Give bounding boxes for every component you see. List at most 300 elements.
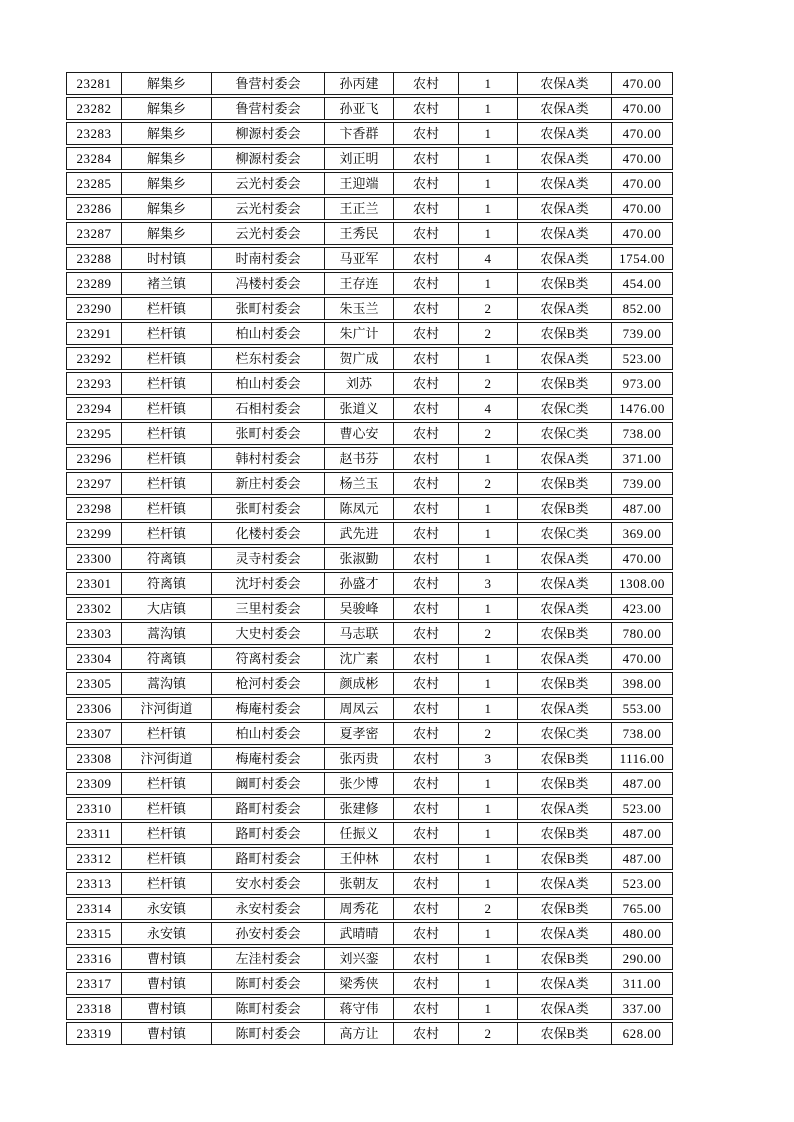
township-cell: 大店镇: [122, 597, 212, 620]
record-id-cell: 23290: [66, 297, 122, 320]
township-cell: 栏杆镇: [122, 872, 212, 895]
person-name-cell: 王秀民: [325, 222, 394, 245]
amount-cell: 1116.00: [612, 747, 673, 770]
amount-cell: 470.00: [612, 122, 673, 145]
residence-type-cell: 农村: [394, 497, 459, 520]
person-count-cell: 1: [459, 172, 518, 195]
residence-type-cell: 农村: [394, 822, 459, 845]
township-cell: 蒿沟镇: [122, 622, 212, 645]
village-committee-cell: 大史村委会: [212, 622, 325, 645]
insurance-category-cell: 农保A类: [518, 122, 612, 145]
village-committee-cell: 符离村委会: [212, 647, 325, 670]
residence-type-cell: 农村: [394, 647, 459, 670]
village-committee-cell: 沈圩村委会: [212, 572, 325, 595]
amount-cell: 470.00: [612, 222, 673, 245]
person-name-cell: 孙亚飞: [325, 97, 394, 120]
person-name-cell: 武晴晴: [325, 922, 394, 945]
record-id-cell: 23285: [66, 172, 122, 195]
village-committee-cell: 路町村委会: [212, 797, 325, 820]
record-id-cell: 23289: [66, 272, 122, 295]
record-id-cell: 23307: [66, 722, 122, 745]
record-id-cell: 23294: [66, 397, 122, 420]
insurance-category-cell: 农保C类: [518, 722, 612, 745]
insurance-category-cell: 农保B类: [518, 372, 612, 395]
amount-cell: 423.00: [612, 597, 673, 620]
table-row: [66, 422, 673, 445]
village-committee-cell: 冯楼村委会: [212, 272, 325, 295]
person-count-cell: 1: [459, 72, 518, 95]
township-cell: 解集乡: [122, 147, 212, 170]
person-count-cell: 3: [459, 572, 518, 595]
person-name-cell: 杨兰玉: [325, 472, 394, 495]
insurance-category-cell: 农保B类: [518, 1022, 612, 1045]
person-name-cell: 王正兰: [325, 197, 394, 220]
person-name-cell: 刘正明: [325, 147, 394, 170]
village-committee-cell: 陈町村委会: [212, 997, 325, 1020]
village-committee-cell: 张町村委会: [212, 422, 325, 445]
table-row: [66, 622, 673, 645]
record-id-cell: 23298: [66, 497, 122, 520]
person-count-cell: 1: [459, 597, 518, 620]
table-row: [66, 797, 673, 820]
amount-cell: 1754.00: [612, 247, 673, 270]
table-row: [66, 472, 673, 495]
person-name-cell: 马亚军: [325, 247, 394, 270]
table-row: [66, 447, 673, 470]
person-count-cell: 1: [459, 147, 518, 170]
township-cell: 解集乡: [122, 197, 212, 220]
residence-type-cell: 农村: [394, 272, 459, 295]
amount-cell: 852.00: [612, 297, 673, 320]
village-committee-cell: 柳源村委会: [212, 122, 325, 145]
table-row: [66, 397, 673, 420]
table-row: [66, 372, 673, 395]
insurance-category-cell: 农保A类: [518, 172, 612, 195]
person-count-cell: 1: [459, 447, 518, 470]
table-row: [66, 247, 673, 270]
township-cell: 符离镇: [122, 647, 212, 670]
insurance-category-cell: 农保B类: [518, 897, 612, 920]
person-count-cell: 1: [459, 772, 518, 795]
village-committee-cell: 云光村委会: [212, 222, 325, 245]
table-row: [66, 822, 673, 845]
table-row: [66, 72, 673, 95]
village-committee-cell: 梅庵村委会: [212, 747, 325, 770]
insurance-category-cell: 农保B类: [518, 947, 612, 970]
record-id-cell: 23286: [66, 197, 122, 220]
person-name-cell: 孙盛才: [325, 572, 394, 595]
record-id-cell: 23299: [66, 522, 122, 545]
village-committee-cell: 云光村委会: [212, 172, 325, 195]
residence-type-cell: 农村: [394, 222, 459, 245]
residence-type-cell: 农村: [394, 322, 459, 345]
person-name-cell: 王存连: [325, 272, 394, 295]
person-count-cell: 1: [459, 197, 518, 220]
amount-cell: 487.00: [612, 497, 673, 520]
residence-type-cell: 农村: [394, 422, 459, 445]
person-name-cell: 高方让: [325, 1022, 394, 1045]
village-committee-cell: 陈町村委会: [212, 1022, 325, 1045]
insurance-category-cell: 农保A类: [518, 97, 612, 120]
township-cell: 永安镇: [122, 922, 212, 945]
township-cell: 解集乡: [122, 122, 212, 145]
residence-type-cell: 农村: [394, 297, 459, 320]
township-cell: 褚兰镇: [122, 272, 212, 295]
residence-type-cell: 农村: [394, 1022, 459, 1045]
insurance-category-cell: 农保B类: [518, 672, 612, 695]
amount-cell: 487.00: [612, 772, 673, 795]
person-name-cell: 王仲林: [325, 847, 394, 870]
person-count-cell: 1: [459, 697, 518, 720]
village-committee-cell: 陈町村委会: [212, 972, 325, 995]
table-row: [66, 872, 673, 895]
township-cell: 栏杆镇: [122, 447, 212, 470]
person-name-cell: 卞香群: [325, 122, 394, 145]
residence-type-cell: 农村: [394, 447, 459, 470]
insurance-category-cell: 农保A类: [518, 147, 612, 170]
record-id-cell: 23316: [66, 947, 122, 970]
insurance-category-cell: 农保A类: [518, 347, 612, 370]
village-committee-cell: 鲁营村委会: [212, 97, 325, 120]
table-row: [66, 122, 673, 145]
township-cell: 解集乡: [122, 222, 212, 245]
amount-cell: 765.00: [612, 897, 673, 920]
village-committee-cell: 孙安村委会: [212, 922, 325, 945]
person-name-cell: 马志联: [325, 622, 394, 645]
person-name-cell: 陈凤元: [325, 497, 394, 520]
person-count-cell: 2: [459, 372, 518, 395]
record-id-cell: 23297: [66, 472, 122, 495]
table-row: [66, 172, 673, 195]
table-body: [66, 72, 673, 1045]
village-committee-cell: 阚町村委会: [212, 772, 325, 795]
amount-cell: 1476.00: [612, 397, 673, 420]
person-name-cell: 张丙贵: [325, 747, 394, 770]
residence-type-cell: 农村: [394, 597, 459, 620]
person-count-cell: 4: [459, 247, 518, 270]
person-count-cell: 1: [459, 272, 518, 295]
township-cell: 栏杆镇: [122, 522, 212, 545]
village-committee-cell: 路町村委会: [212, 847, 325, 870]
residence-type-cell: 农村: [394, 372, 459, 395]
person-name-cell: 吴骏峰: [325, 597, 394, 620]
record-id-cell: 23300: [66, 547, 122, 570]
insurance-category-cell: 农保B类: [518, 747, 612, 770]
village-committee-cell: 左洼村委会: [212, 947, 325, 970]
village-committee-cell: 鲁营村委会: [212, 72, 325, 95]
residence-type-cell: 农村: [394, 347, 459, 370]
insurance-category-cell: 农保B类: [518, 272, 612, 295]
table-row: [66, 497, 673, 520]
table-row: [66, 947, 673, 970]
amount-cell: 780.00: [612, 622, 673, 645]
amount-cell: 470.00: [612, 172, 673, 195]
record-id-cell: 23284: [66, 147, 122, 170]
village-committee-cell: 石相村委会: [212, 397, 325, 420]
record-id-cell: 23296: [66, 447, 122, 470]
table-row: [66, 772, 673, 795]
table-row: [66, 547, 673, 570]
person-count-cell: 1: [459, 122, 518, 145]
person-name-cell: 赵书芬: [325, 447, 394, 470]
village-committee-cell: 三里村委会: [212, 597, 325, 620]
table-row: [66, 672, 673, 695]
township-cell: 栏杆镇: [122, 797, 212, 820]
township-cell: 曹村镇: [122, 972, 212, 995]
insurance-category-cell: 农保A类: [518, 547, 612, 570]
township-cell: 符离镇: [122, 547, 212, 570]
insurance-category-cell: 农保B类: [518, 497, 612, 520]
village-committee-cell: 柳源村委会: [212, 147, 325, 170]
record-id-cell: 23309: [66, 772, 122, 795]
table-row: [66, 222, 673, 245]
insurance-category-cell: 农保C类: [518, 422, 612, 445]
residence-type-cell: 农村: [394, 947, 459, 970]
village-committee-cell: 张町村委会: [212, 297, 325, 320]
insurance-category-cell: 农保A类: [518, 222, 612, 245]
record-id-cell: 23281: [66, 72, 122, 95]
amount-cell: 371.00: [612, 447, 673, 470]
township-cell: 栏杆镇: [122, 822, 212, 845]
amount-cell: 290.00: [612, 947, 673, 970]
record-id-cell: 23291: [66, 322, 122, 345]
township-cell: 汴河街道: [122, 747, 212, 770]
person-count-cell: 1: [459, 672, 518, 695]
person-name-cell: 张少博: [325, 772, 394, 795]
residence-type-cell: 农村: [394, 172, 459, 195]
person-name-cell: 张道义: [325, 397, 394, 420]
insurance-category-cell: 农保B类: [518, 772, 612, 795]
residence-type-cell: 农村: [394, 197, 459, 220]
record-id-cell: 23282: [66, 97, 122, 120]
insurance-category-cell: 农保A类: [518, 572, 612, 595]
amount-cell: 454.00: [612, 272, 673, 295]
person-name-cell: 孙丙建: [325, 72, 394, 95]
residence-type-cell: 农村: [394, 622, 459, 645]
record-id-cell: 23319: [66, 1022, 122, 1045]
table-row: [66, 297, 673, 320]
amount-cell: 973.00: [612, 372, 673, 395]
record-id-cell: 23315: [66, 922, 122, 945]
amount-cell: 480.00: [612, 922, 673, 945]
table-row: [66, 272, 673, 295]
residence-type-cell: 农村: [394, 972, 459, 995]
person-count-cell: 2: [459, 322, 518, 345]
amount-cell: 739.00: [612, 472, 673, 495]
amount-cell: 1308.00: [612, 572, 673, 595]
residence-type-cell: 农村: [394, 97, 459, 120]
residence-type-cell: 农村: [394, 72, 459, 95]
person-count-cell: 1: [459, 647, 518, 670]
person-count-cell: 1: [459, 822, 518, 845]
village-committee-cell: 韩村村委会: [212, 447, 325, 470]
insurance-category-cell: 农保A类: [518, 597, 612, 620]
table-row: [66, 897, 673, 920]
record-id-cell: 23308: [66, 747, 122, 770]
person-count-cell: 1: [459, 872, 518, 895]
insurance-category-cell: 农保C类: [518, 522, 612, 545]
township-cell: 永安镇: [122, 897, 212, 920]
record-id-cell: 23311: [66, 822, 122, 845]
village-committee-cell: 梅庵村委会: [212, 697, 325, 720]
person-count-cell: 2: [459, 422, 518, 445]
township-cell: 解集乡: [122, 97, 212, 120]
record-id-cell: 23283: [66, 122, 122, 145]
record-id-cell: 23304: [66, 647, 122, 670]
insurance-category-cell: 农保A类: [518, 872, 612, 895]
person-name-cell: 刘兴銮: [325, 947, 394, 970]
village-committee-cell: 安水村委会: [212, 872, 325, 895]
township-cell: 栏杆镇: [122, 422, 212, 445]
insurance-category-cell: 农保A类: [518, 797, 612, 820]
amount-cell: 487.00: [612, 822, 673, 845]
insurance-category-cell: 农保C类: [518, 397, 612, 420]
person-count-cell: 2: [459, 897, 518, 920]
township-cell: 栏杆镇: [122, 472, 212, 495]
table-row: [66, 972, 673, 995]
person-name-cell: 夏孝密: [325, 722, 394, 745]
residence-type-cell: 农村: [394, 672, 459, 695]
insurance-category-cell: 农保A类: [518, 997, 612, 1020]
record-id-cell: 23301: [66, 572, 122, 595]
township-cell: 汴河街道: [122, 697, 212, 720]
residence-type-cell: 农村: [394, 397, 459, 420]
village-committee-cell: 柏山村委会: [212, 722, 325, 745]
person-name-cell: 武先进: [325, 522, 394, 545]
table-row: [66, 572, 673, 595]
record-id-cell: 23312: [66, 847, 122, 870]
insurance-category-cell: 农保A类: [518, 197, 612, 220]
residence-type-cell: 农村: [394, 697, 459, 720]
village-committee-cell: 柏山村委会: [212, 372, 325, 395]
person-name-cell: 颜成彬: [325, 672, 394, 695]
amount-cell: 470.00: [612, 147, 673, 170]
residence-type-cell: 农村: [394, 122, 459, 145]
township-cell: 栏杆镇: [122, 397, 212, 420]
township-cell: 栏杆镇: [122, 347, 212, 370]
person-name-cell: 张朝友: [325, 872, 394, 895]
amount-cell: 470.00: [612, 197, 673, 220]
person-count-cell: 1: [459, 847, 518, 870]
township-cell: 曹村镇: [122, 947, 212, 970]
amount-cell: 470.00: [612, 72, 673, 95]
village-committee-cell: 柏山村委会: [212, 322, 325, 345]
amount-cell: 337.00: [612, 997, 673, 1020]
table-row: [66, 147, 673, 170]
record-id-cell: 23288: [66, 247, 122, 270]
township-cell: 曹村镇: [122, 1022, 212, 1045]
person-name-cell: 刘苏: [325, 372, 394, 395]
person-count-cell: 1: [459, 922, 518, 945]
township-cell: 栏杆镇: [122, 322, 212, 345]
township-cell: 栏杆镇: [122, 722, 212, 745]
village-committee-cell: 路町村委会: [212, 822, 325, 845]
person-name-cell: 梁秀侠: [325, 972, 394, 995]
person-name-cell: 沈广素: [325, 647, 394, 670]
residence-type-cell: 农村: [394, 147, 459, 170]
insurance-category-cell: 农保A类: [518, 972, 612, 995]
record-id-cell: 23305: [66, 672, 122, 695]
record-id-cell: 23313: [66, 872, 122, 895]
village-committee-cell: 永安村委会: [212, 897, 325, 920]
person-name-cell: 曹心安: [325, 422, 394, 445]
residence-type-cell: 农村: [394, 772, 459, 795]
residence-type-cell: 农村: [394, 797, 459, 820]
person-name-cell: 王迎端: [325, 172, 394, 195]
person-count-cell: 2: [459, 622, 518, 645]
amount-cell: 553.00: [612, 697, 673, 720]
person-count-cell: 1: [459, 522, 518, 545]
person-name-cell: 蒋守伟: [325, 997, 394, 1020]
township-cell: 栏杆镇: [122, 372, 212, 395]
record-id-cell: 23318: [66, 997, 122, 1020]
person-name-cell: 贺广成: [325, 347, 394, 370]
township-cell: 符离镇: [122, 572, 212, 595]
township-cell: 栏杆镇: [122, 772, 212, 795]
residence-type-cell: 农村: [394, 997, 459, 1020]
insurance-category-cell: 农保A类: [518, 647, 612, 670]
person-count-cell: 4: [459, 397, 518, 420]
table-row: [66, 97, 673, 120]
insurance-category-cell: 农保B类: [518, 322, 612, 345]
residence-type-cell: 农村: [394, 472, 459, 495]
person-name-cell: 任振义: [325, 822, 394, 845]
township-cell: 解集乡: [122, 172, 212, 195]
table-row: [66, 522, 673, 545]
township-cell: 栏杆镇: [122, 297, 212, 320]
township-cell: 蒿沟镇: [122, 672, 212, 695]
insurance-roster-table: [66, 70, 673, 1047]
village-committee-cell: 时南村委会: [212, 247, 325, 270]
record-id-cell: 23303: [66, 622, 122, 645]
person-name-cell: 周凤云: [325, 697, 394, 720]
amount-cell: 470.00: [612, 547, 673, 570]
amount-cell: 311.00: [612, 972, 673, 995]
table-row: [66, 847, 673, 870]
amount-cell: 487.00: [612, 847, 673, 870]
person-name-cell: 周秀花: [325, 897, 394, 920]
person-name-cell: 朱玉兰: [325, 297, 394, 320]
village-committee-cell: 化楼村委会: [212, 522, 325, 545]
person-name-cell: 朱广计: [325, 322, 394, 345]
insurance-category-cell: 农保B类: [518, 622, 612, 645]
residence-type-cell: 农村: [394, 847, 459, 870]
table-row: [66, 722, 673, 745]
insurance-category-cell: 农保B类: [518, 847, 612, 870]
township-cell: 栏杆镇: [122, 847, 212, 870]
insurance-category-cell: 农保A类: [518, 247, 612, 270]
record-id-cell: 23295: [66, 422, 122, 445]
person-count-cell: 1: [459, 347, 518, 370]
amount-cell: 523.00: [612, 797, 673, 820]
amount-cell: 523.00: [612, 872, 673, 895]
township-cell: 曹村镇: [122, 997, 212, 1020]
person-count-cell: 1: [459, 222, 518, 245]
residence-type-cell: 农村: [394, 547, 459, 570]
table-row: [66, 1022, 673, 1045]
amount-cell: 523.00: [612, 347, 673, 370]
amount-cell: 470.00: [612, 97, 673, 120]
amount-cell: 739.00: [612, 322, 673, 345]
record-id-cell: 23293: [66, 372, 122, 395]
table-row: [66, 747, 673, 770]
insurance-category-cell: 农保A类: [518, 72, 612, 95]
table-row: [66, 322, 673, 345]
village-committee-cell: 新庄村委会: [212, 472, 325, 495]
insurance-category-cell: 农保A类: [518, 922, 612, 945]
table-row: [66, 997, 673, 1020]
person-name-cell: 张淑勤: [325, 547, 394, 570]
